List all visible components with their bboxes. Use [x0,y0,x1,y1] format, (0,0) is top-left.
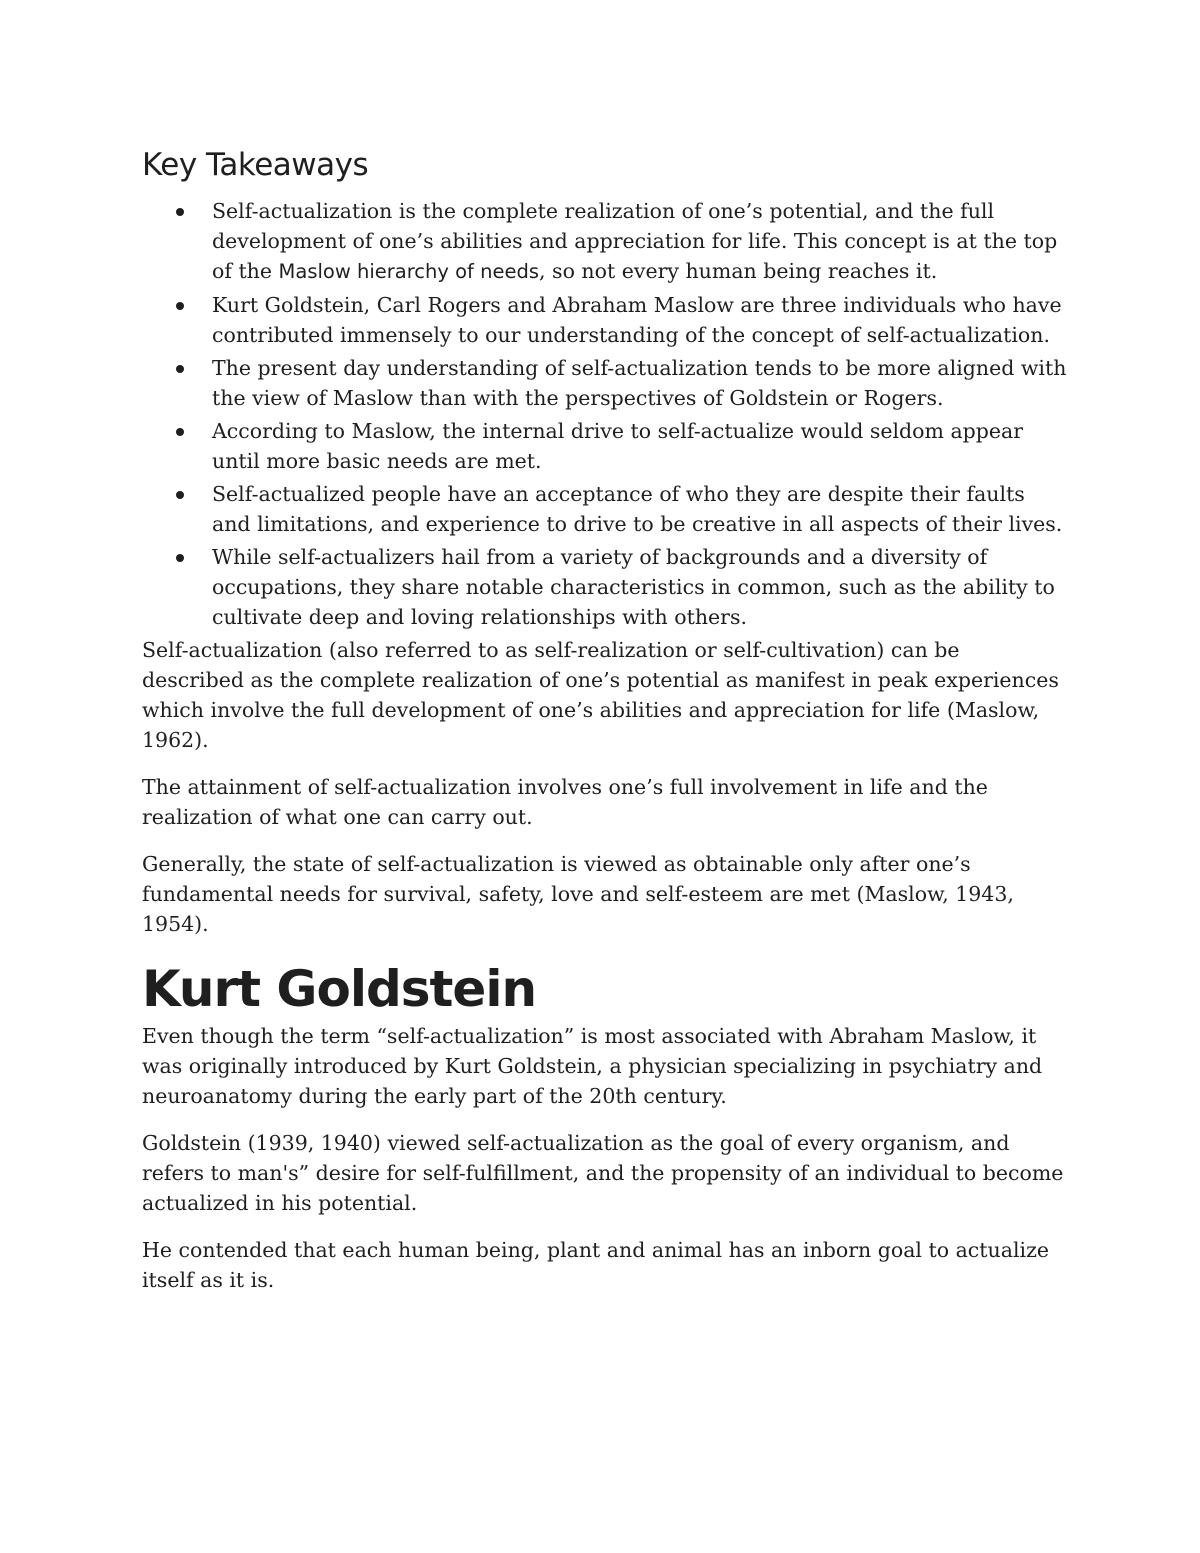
list-item [212,196,1067,287]
kurt-goldstein-heading: Kurt Goldstein [142,960,537,1018]
goldstein-paragraph-3: He contended that each human being, plant and animal has an inborn goal to actualize itself as it is. [142,1238,1049,1292]
intro-paragraph-3: Generally, the state of self-actualization is viewed as obtainable only after one’s fundamental needs for survival, safety, love and self-esteem are met (Maslow, 1943, 1954). [142,852,1014,936]
bullet-icon [176,208,184,216]
list-item [212,416,1067,476]
bullet-icon [176,365,184,373]
list-item-text: Self-actualized people have an acceptance of who they are despite their faults and limitations, and experience to drive to be creative in all aspects of their lives. [212,482,1063,536]
list-item-text: Kurt Goldstein, Carl Rogers and Abraham Maslow are three individuals who have contributed immensely to our understanding of the concept of self-actualization. [212,293,1062,347]
goldstein-paragraph-1: Even though the term “self-actualization” is most associated with Abraham Maslow, it was originally introduced by Kurt Goldstein, a physician specializing in psychiatry and neuroanatomy during the early part of the 20th century. [142,1024,1043,1108]
key-takeaways-list [142,196,1067,632]
list-item-text: According to Maslow, the internal drive to self-actualize would seldom appear until more basic needs are met. [212,419,1024,473]
bullet-icon [176,554,184,562]
list-item [212,353,1067,413]
goldstein-paragraph-2-line-b: actualized in his potential. [142,1191,418,1215]
bullet-icon [176,302,184,310]
list-item [212,479,1067,539]
list-item [212,290,1067,350]
bullet-icon [176,491,184,499]
list-item [212,542,1067,632]
bullet-icon [176,428,184,436]
list-item-text: , so not every human being reaches it. [539,259,938,283]
list-item-text: Self-actualization is the complete realization of one’s potential, and the full development of one’s abilities and appreciation for life. This concept is at the top of the [212,199,1058,283]
document-page [142,140,1067,1312]
maslow-hierarchy-link[interactable]: Maslow hierarchy of needs [278,260,540,283]
list-item-text: The present day understanding of self-actualization tends to be more aligned with the view of Maslow than with the perspectives of Goldstein or Rogers. [212,356,1067,410]
key-takeaways-heading: Key Takeaways [142,147,369,183]
list-item-text: While self-actualizers hail from a variety of backgrounds and a diversity of occupations, they share notable characteristics in common, such as the ability to cultivate deep and loving relationships with others. [212,545,1055,629]
intro-paragraph-2: The attainment of self-actualization involves one’s full involvement in life and the realization of what one can carry out. [142,775,988,829]
goldstein-paragraph-2-line-a: Goldstein (1939, 1940) viewed self-actualization as the goal of every organism, and refers to man's” desire for self-fulfillment, and the propensity of an individual to become [142,1131,1064,1185]
goldstein-paragraph-2 [142,1128,1067,1218]
intro-paragraph-1: Self-actualization (also referred to as self-realization or self-cultivation) can be described as the complete realization of one’s potential as manifest in peak experiences which involve the full development of one’s abilities and appreciation for life (Maslow, 1962). [142,638,1059,752]
